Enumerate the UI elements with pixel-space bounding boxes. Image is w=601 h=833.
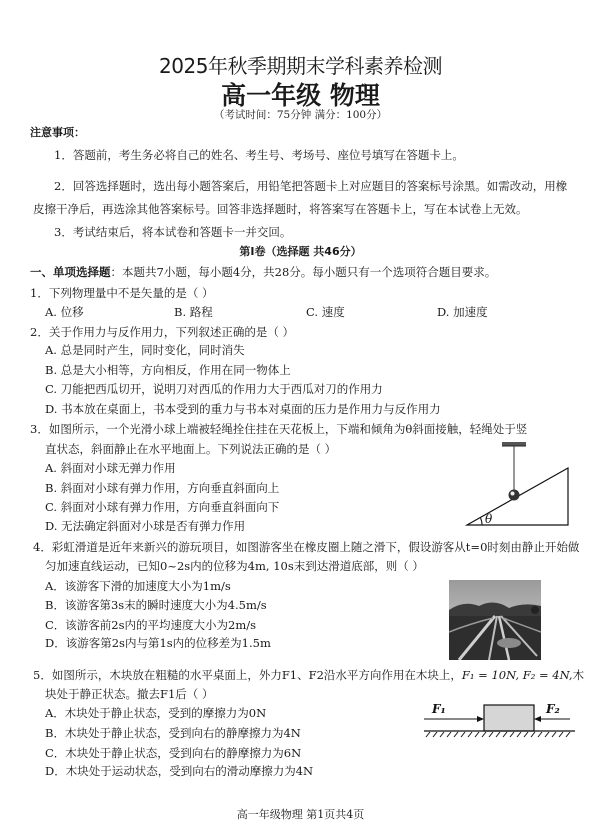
force-formula: F₁ = 10N, F₂ = 4N, (461, 668, 573, 682)
theta-label: θ (485, 512, 493, 526)
note-item-continued: 皮擦干净后，再选涂其他答案标号。回答非选择题时，将答案写在答题卡上，写在本试卷上无效。 (33, 202, 528, 216)
question-2-stem: 2．关于作用力与反作用力，下列叙述正确的是（ ） (30, 325, 294, 339)
block-forces-figure (420, 697, 575, 742)
arrow-left-icon (534, 716, 570, 722)
incline-ball-figure (462, 440, 572, 530)
block-shape (484, 705, 534, 731)
q3-option-a: A. 斜面对小球无弹力作用 (45, 461, 176, 475)
question-5-stem-text: 5．如图所示，木块放在粗糙的水平桌面上，外力F1、F2沿水平方向作用在木块上， (33, 668, 462, 682)
angle-arc (481, 518, 483, 525)
section-desc: ：本题共7小题，每小题4分，共28分。每小题只有一个选项符合题目要求。 (110, 265, 497, 279)
q1-option-b: B. 路程 (174, 305, 213, 319)
q3-option-b: B. 斜面对小球有弹力作用，方向垂直斜面向上 (45, 481, 280, 495)
f1-label: F₁ (432, 702, 446, 716)
q3-option-d: D. 无法确定斜面对小球是否有弹力作用 (45, 519, 246, 533)
page-footer: 高一年级物理 第1页共4页 (236, 808, 365, 821)
note-item: 1．答题前，考生务必将自己的姓名、考生号、考场号、座位号填写在答题卡上。 (54, 148, 464, 162)
q2-option-c: C. 刀能把西瓜切开，说明刀对西瓜的作用力大于西瓜对刀的作用力 (45, 382, 383, 396)
question-3-stem: 3．如图所示，一个光滑小球上端被轻绳拴住挂在天花板上，下端和倾角为θ斜面接触，轻绳处于竖 (30, 422, 528, 436)
q5-option-b: B．木块处于静止状态，受到向右的静摩擦力为4N (45, 726, 301, 740)
q1-option-a: A. 位移 (45, 305, 84, 319)
question-5-stem (33, 668, 584, 682)
ceiling-icon (502, 442, 526, 446)
f2-label: F₂ (546, 702, 560, 716)
q1-option-d: D. 加速度 (437, 305, 488, 319)
question-3-stem-continued: 直状态，斜面静止在水平地面上。下列说法正确的是（ ） (45, 442, 337, 456)
q3-option-c: C. 斜面对小球有弹力作用，方向垂直斜面向下 (45, 500, 280, 514)
ground-hatch (426, 732, 570, 737)
q4-option-d: D．该游客第2s内与第1s内的位移差为1.5m (45, 636, 271, 650)
q4-option-c: C．该游客前2s内的平均速度大小为2m/s (45, 618, 257, 632)
notes-heading: 注意事项： (30, 126, 85, 139)
q2-option-a: A. 总是同时产生，同时变化，同时消失 (45, 343, 245, 357)
section-heading (30, 265, 496, 279)
q2-option-b: B. 总是大小相等，方向相反，作用在同一物体上 (45, 363, 291, 377)
question-1-stem: 1．下列物理量中不是矢量的是（ ） (30, 286, 214, 300)
section-label: 一、单项选择题 (30, 265, 111, 279)
note-item: 2．回答选择题时，选出每小题答案后，用铅笔把答题卡上对应题目的答案标号涂黑。如需改动，用橡 (54, 179, 568, 193)
exam-info: （考试时间：75分钟 满分：100分） (213, 109, 388, 121)
subject-title: 高一年级 物理 (221, 81, 380, 110)
q1-option-c: C. 速度 (306, 305, 345, 319)
q5-option-a: A．木块处于静止状态，受到的摩擦力为0N (45, 706, 267, 720)
ball-icon (509, 490, 520, 501)
q4-option-a: A．该游客下滑的加速度大小为1m/s (45, 579, 231, 593)
question-4-stem-continued: 匀加速直线运动，已知0~2s内的位移为4m, 10s末到达滑道底部，则（ ） (45, 559, 424, 573)
note-item: 3．考试结束后，将本试卷和答题卡一并交回。 (54, 225, 292, 239)
exam-title: 2025年秋季期期末学科素养检测 (159, 54, 442, 78)
part-title: 第Ⅰ卷（选择题 共46分） (239, 245, 362, 258)
question-4-stem: 4．彩虹滑道是近年来新兴的游玩项目，如图游客坐在橡皮圈上随之滑下，假设游客从t=0时刻由静止开始做 (33, 540, 580, 554)
q5-option-c: C．木块处于静止状态，受到向右的静摩擦力为6N (45, 746, 302, 760)
question-5-stem-continued: 块处于静正状态。撤去F1后（ ） (45, 687, 214, 701)
rainbow-slide-photo (449, 580, 541, 660)
question-5-stem-tail: 木 (572, 668, 585, 682)
q5-option-d: D．木块处于运动状态，受到向右的滑动摩擦力为4N (45, 764, 314, 778)
q2-option-d: D. 书本放在桌面上，书本受到的重力与书本对桌面的压力是作用力与反作用力 (45, 402, 441, 416)
arrow-right-icon (424, 716, 484, 722)
q4-option-b: B．该游客第3s末的瞬时速度大小为4.5m/s (45, 598, 267, 612)
